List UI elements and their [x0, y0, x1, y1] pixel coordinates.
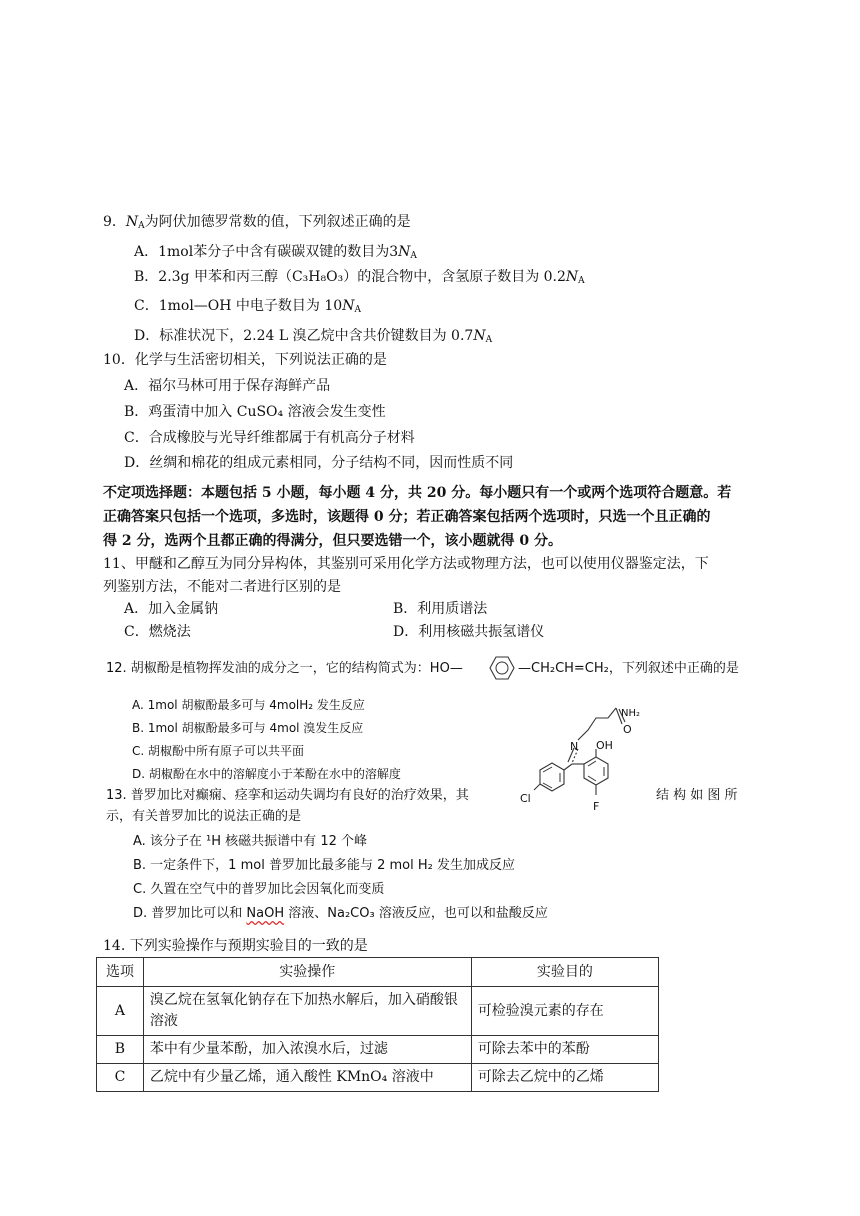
structure-label-o: O	[623, 723, 632, 736]
q11-option-a: A．加入金属钠	[124, 601, 219, 617]
q9-option-c: C．1mol—OH 中电子数目为 $10N_A$	[134, 298, 361, 315]
section-instructions-line3: 得 2 分，选两个且都正确的得满分，但只要选错一个，该小题就得 0 分。	[103, 533, 562, 549]
q12-option-c: C. 胡椒酚中所有原子可以共平面	[132, 744, 305, 758]
row-b-purpose: 可除去苯中的苯酚	[471, 1036, 658, 1064]
table-row	[97, 1064, 659, 1092]
structure-label-nh2: NH₂	[621, 708, 641, 719]
row-a-purpose: 可检验溴元素的存在	[471, 987, 658, 1036]
header-operation: 实验操作	[143, 958, 471, 987]
row-c-option: C	[97, 1064, 144, 1092]
q11-option-d: D．利用核磁共振氢谱仪	[393, 624, 545, 640]
q10-option-a: A．福尔马林可用于保存海鲜产品	[124, 378, 331, 394]
q10-stem: 10．化学与生活密切相关，下列说法正确的是	[103, 352, 387, 368]
section-instructions-line1: 不定项选择题：本题包括 5 小题，每小题 4 分，共 20 分。每小题只有一个或两个选项符合题意。若	[103, 485, 732, 501]
q12-option-a: A. 1mol 胡椒酚最多可与 4molH₂ 发生反应	[132, 698, 365, 712]
q9-option-a: A．1mol苯分子中含有碳碳双键的数目为$3N_A$	[134, 244, 417, 261]
row-a-option: A	[97, 987, 144, 1036]
q11-option-b: B．利用质谱法	[393, 601, 488, 617]
q14-stem: 14. 下列实验操作与预期实验目的一致的是	[103, 938, 368, 954]
q13-stem-line2: 示，有关普罗加比的说法正确的是	[106, 809, 302, 824]
row-c-purpose: 可除去乙烷中的乙烯	[471, 1064, 658, 1092]
row-a-operation: 溴乙烷在氢氧化钠存在下加热水解后，加入硝酸银溶液	[143, 987, 471, 1036]
q13-option-d: D. 普罗加比可以和 NaOH 溶液、Na₂CO₃ 溶液反应，也可以和盐酸反应	[133, 906, 548, 921]
naoh-underlined: NaOH	[246, 906, 285, 921]
q13-stem-post: 结 构 如 图 所	[656, 788, 738, 803]
q13-option-b: B. 一定条件下，1 mol 普罗加比最多能与 2 mol H₂ 发生加成反应	[133, 858, 515, 873]
q12-option-d: D. 胡椒酚在水中的溶解度小于苯酚在水中的溶解度	[132, 767, 401, 781]
q12-stem-mid: —CH₂CH=CH₂，下列叙述中正确的是	[518, 661, 739, 676]
structure-label-f: F	[593, 800, 600, 813]
q13-option-a: A. 该分子在 ¹H 核磁共振谱中有 12 个峰	[133, 834, 367, 849]
q13-option-c: C. 久置在空气中的普罗加比会因氧化而变质	[133, 882, 385, 897]
q10-option-d: D．丝绸和棉花的组成元素相同，分子结构不同，因而性质不同	[124, 455, 514, 471]
table-row	[97, 987, 659, 1036]
table-header-row	[97, 958, 659, 987]
row-b-operation: 苯中有少量苯酚，加入浓溴水后，过滤	[143, 1036, 471, 1064]
table-row	[97, 1036, 659, 1064]
q10-option-c: C．合成橡胶与光导纤维都属于有机高分子材料	[124, 430, 415, 446]
q11-stem-line2: 列鉴别方法，不能对二者进行区别的是	[103, 579, 341, 595]
structure-label-oh: OH	[596, 739, 613, 752]
q9-stem: 9．$N_A$为阿伏加德罗常数的值，下列叙述正确的是	[103, 214, 411, 231]
q12-stem-pre: 12. 胡椒酚是植物挥发油的成分之一，它的结构简式为：HO—	[106, 661, 463, 676]
header-purpose: 实验目的	[471, 958, 658, 987]
q13-stem-pre: 13. 普罗加比对癫痫、痉挛和运动失调均有良好的治疗效果，其	[106, 788, 469, 803]
q9-option-b: B．2.3g 甲苯和丙三醇（C₃H₈O₃）的混合物中，含氢原子数目为 $0.2N_A$	[134, 269, 585, 286]
structure-label-cl: Cl	[520, 792, 531, 805]
benzene-ring-structure	[482, 653, 522, 683]
q9-option-d: D．标准状况下，2.24 L 溴乙烷中含共价键数目为 $0.7N_A$	[134, 328, 493, 345]
structure-label-n: N	[570, 740, 579, 753]
q12-option-b: B. 1mol 胡椒酚最多可与 4mol 溴发生反应	[132, 721, 364, 735]
row-c-operation: 乙烷中有少量乙烯，通入酸性 KMnO₄ 溶液中	[143, 1064, 471, 1092]
q11-option-c: C．燃烧法	[124, 624, 191, 640]
q11-stem-line1: 11、甲醚和乙醇互为同分异构体，其鉴别可采用化学方法或物理方法，也可以使用仪器鉴定法，下	[103, 556, 709, 572]
header-option: 选项	[97, 958, 144, 987]
experiment-table	[96, 957, 659, 1092]
section-instructions-line2: 正确答案只包括一个选项，多选时，该题得 0 分；若正确答案包括两个选项时，只选一个且正确的	[103, 509, 711, 525]
q10-option-b: B．鸡蛋清中加入 CuSO₄ 溶液会发生变性	[124, 404, 386, 420]
row-b-option: B	[97, 1036, 144, 1064]
